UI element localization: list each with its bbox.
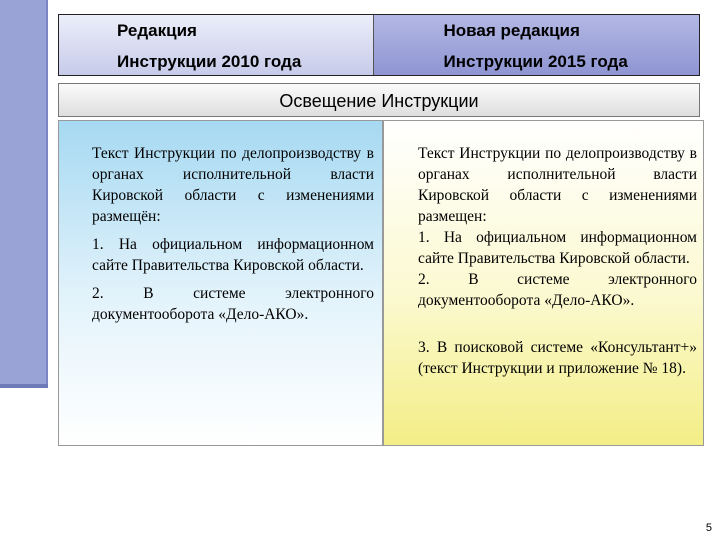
new-edition-item-3: 3. В поисковой системе «Консультант+» (текст Инструкции и приложение № 18). bbox=[418, 339, 697, 377]
new-edition-item-1: 1. На официальном информационном сайте Правительства Кировской области. bbox=[418, 229, 697, 267]
old-edition-item-2: 2. В системе электронного документооборота «Дело-АКО». bbox=[92, 285, 374, 323]
header-new-edition bbox=[374, 15, 700, 75]
header-old-line1: Редакция bbox=[117, 21, 197, 40]
old-edition-text: Текст Инструкции по делопроизводству в органах исполнительной власти Кировской области с изменениями размещён: bbox=[92, 145, 374, 225]
header-new-line2: Инструкции 2015 года bbox=[443, 52, 628, 71]
old-edition-column bbox=[58, 120, 383, 446]
new-edition-column bbox=[383, 120, 704, 446]
decorative-side-bar bbox=[0, 0, 48, 384]
section-title: Освещение Инструкции bbox=[58, 83, 700, 117]
header-old-line2: Инструкции 2010 года bbox=[117, 52, 302, 71]
old-edition-item-1: 1. На официальном информационном сайте Правительства Кировской области. bbox=[92, 236, 374, 274]
header-new-line1: Новая редакция bbox=[443, 21, 580, 40]
page-number: 5 bbox=[705, 522, 712, 534]
new-edition-item-2: 2. В системе электронного документооборота «Дело-АКО». bbox=[418, 271, 697, 309]
comparison-header bbox=[58, 14, 700, 76]
header-old-edition bbox=[59, 15, 374, 75]
new-edition-text: Текст Инструкции по делопроизводству в органах исполнительной власти Кировской области с изменениями размещен: bbox=[418, 145, 697, 225]
